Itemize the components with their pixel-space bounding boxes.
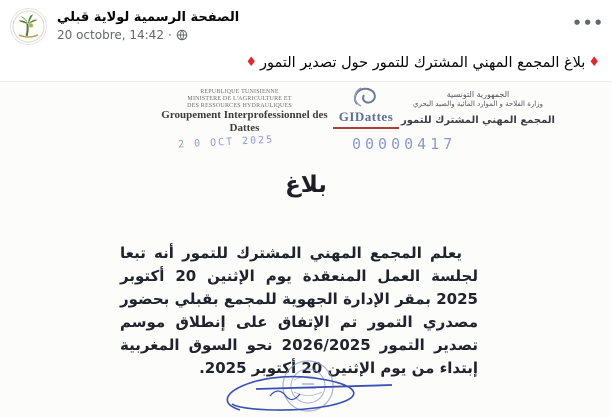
more-options-button[interactable]: •••	[572, 14, 604, 32]
doc-ar-line2: وزارة الفلاحة و الموارد المائية والصيد البحري	[413, 100, 543, 108]
doc-arabic-ministry	[392, 90, 564, 109]
post-image-document[interactable]	[0, 81, 612, 417]
doc-french-ministry	[172, 89, 307, 110]
doc-title: بلاغ	[285, 172, 327, 198]
doc-fr-line2: MINISTERE DE L'AGRICULTURE ET	[187, 96, 292, 102]
timestamp-separator: ·	[167, 28, 172, 42]
signature-and-round-stamp	[210, 358, 410, 417]
doc-logo-text: GIDattes	[338, 109, 394, 124]
palm-tree-logo-icon	[12, 10, 45, 43]
post-header-text	[57, 9, 562, 42]
gidattes-swirl-icon	[349, 84, 383, 110]
doc-reference-number-stamp: 00000417	[352, 135, 457, 153]
doc-date-stamp: 2 0 OCT 2025	[177, 134, 275, 151]
post-text	[8, 52, 603, 75]
doc-fr-line1: REPUBLIQUE TUNISIENNE	[200, 89, 279, 95]
globe-privacy-icon	[176, 29, 188, 41]
timestamp-row	[57, 28, 562, 42]
doc-logo-underline	[333, 127, 399, 129]
post-header	[10, 8, 602, 48]
page-avatar[interactable]	[10, 8, 47, 45]
red-diamond-icon: ♦	[245, 55, 257, 70]
post-text-content: بلاغ المجمع المهني المشترك للتمور حول تصدير التمور	[259, 55, 586, 71]
doc-fr-line3: DES RESSOURCES HYDRAULIQUES	[187, 103, 292, 109]
red-diamond-icon: ♦	[588, 55, 600, 70]
post-timestamp[interactable]: 20 octobre, 14:42	[57, 28, 164, 42]
page-name[interactable]: الصفحة الرسمية لولاية قبلي	[57, 10, 240, 25]
doc-body-text: يعلم المجمع المهني المشترك للتمور أنه تبعا لجلسة العمل المنعقدة يوم الإثنين 20 أكتوبر 2025 بمقر الإدارة الجهوية للمجمع بقبلي بحضور مصدري التمور تم الإتفاق على إنطلاق موسم تصدير التمور 2026/2025 نحو السوق المغربية إبتداء من يوم الإثنين 20 أكتوبر 2025.	[120, 244, 478, 377]
doc-ar-line1: الجمهورية التونسية	[446, 90, 510, 99]
doc-french-org-name: Groupement Interprofessionnel des Dattes	[161, 109, 328, 134]
doc-arabic-org-name: المجمع المهني المشترك للتمور	[401, 115, 555, 126]
